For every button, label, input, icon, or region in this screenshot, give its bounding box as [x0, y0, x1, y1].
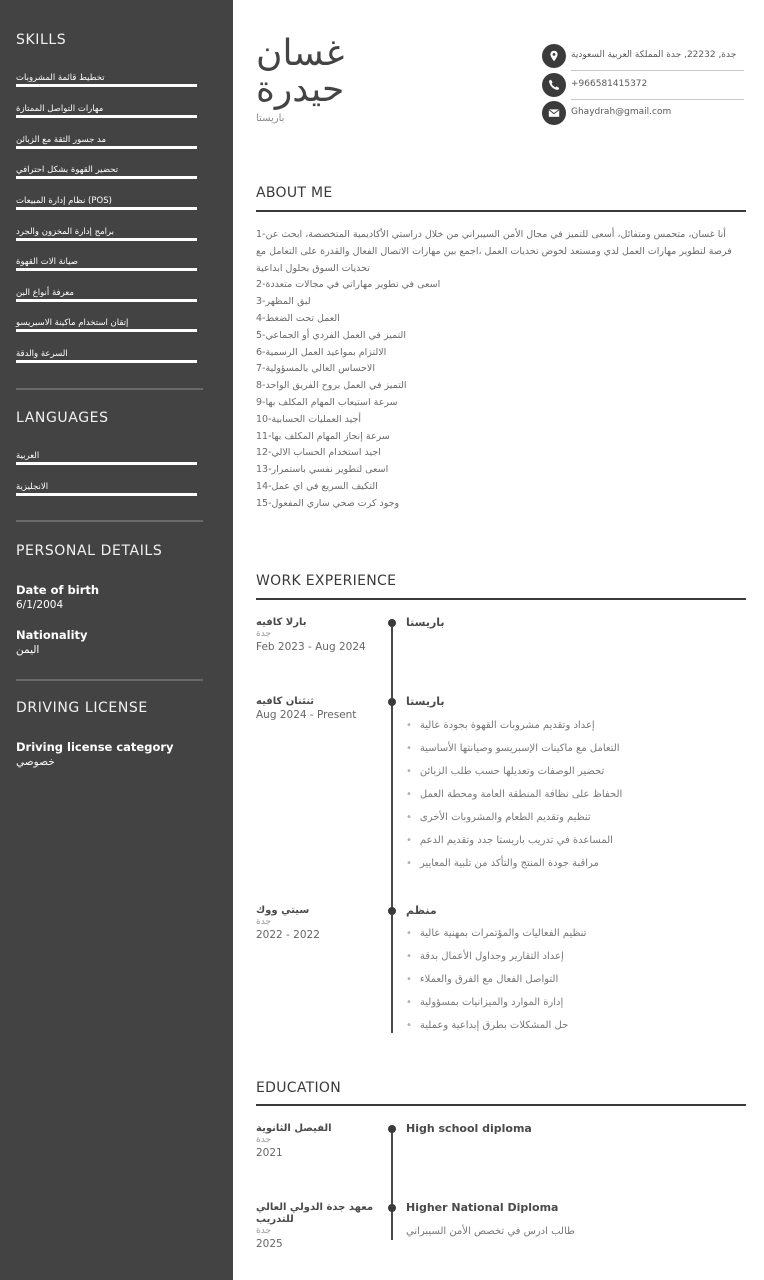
languages-heading: LANGUAGES	[16, 410, 109, 426]
skill-bar	[16, 115, 197, 118]
contact-divider	[571, 70, 744, 71]
job-bullet-text: إعداد التقارير وجداول الأعمال بدقة	[419, 951, 564, 962]
skill-label: مد جسور الثقة مع الزبائن	[16, 135, 107, 145]
skill-item	[16, 73, 197, 84]
skill-label: مهارات التواصل الممتازة	[16, 104, 104, 114]
language-item	[16, 451, 197, 462]
contact-email	[542, 101, 744, 125]
job-location: جدة	[256, 629, 272, 639]
about-point: 6-الالتزام بمواعيد العمل الرسمية	[256, 346, 387, 358]
job-meta	[256, 696, 376, 723]
education-degree: Higher National Diploma	[406, 1201, 559, 1214]
about-point: 13-اسعى لتطوير نفسي باستمرار	[256, 464, 389, 476]
job-bullet: • تنظيم الفعاليات والمؤتمرات بمهنية عالية	[406, 928, 587, 939]
education-school: معهد جدة الدولي العالي للتدريب	[256, 1202, 374, 1225]
job-dates: Aug 2024 - Present	[256, 709, 357, 721]
education-school: الفيصل الثانوية	[256, 1123, 332, 1134]
job-dates: 2022 - 2022	[256, 929, 320, 941]
job-company: ثنثنان كافيه	[256, 696, 315, 707]
about-point: 2-اسعى في تطوير مهاراتي في مجالات متعددة	[256, 279, 441, 291]
education-heading: EDUCATION	[256, 1080, 342, 1096]
timeline-dot	[388, 698, 396, 706]
skill-item	[16, 318, 197, 329]
about-point: 7-الاحساس العالي بالمسؤولية	[256, 363, 375, 375]
job-bullet: • الحفاظ على نظافة المنطقة العامة ومحطة العمل	[406, 789, 623, 800]
driving-label: Driving license category	[16, 740, 174, 754]
timeline-dot	[388, 1125, 396, 1133]
job-meta	[256, 617, 376, 655]
job-bullet-text: تنظيم الفعاليات والمؤتمرات بمهنية عالية	[419, 928, 587, 939]
job-bullet-text: إدارة الموارد والميزانيات بمسؤولية	[419, 997, 564, 1008]
skill-item	[16, 288, 197, 299]
education-description: طالب ادرس في تخصص الأمن السيبراني	[406, 1226, 575, 1237]
contact-address	[542, 44, 744, 68]
phone-icon	[542, 73, 566, 97]
job-bullet-text: الحفاظ على نظافة المنطقة العامة ومحطة العمل	[419, 789, 623, 800]
job-bullet-text: حل المشكلات بطرق إبداعية وعملية	[419, 1020, 569, 1031]
skill-item	[16, 135, 197, 146]
job-bullet-text: مراقبة جودة المنتج والتأكد من تلبية المعايير	[419, 858, 599, 869]
about-point: 12-اجيد استخدام الحساب الالي	[256, 447, 381, 459]
skill-bar	[16, 238, 197, 241]
nationality-label: Nationality	[16, 628, 88, 642]
job-bullet: • حل المشكلات بطرق إبداعية وعملية	[406, 1020, 569, 1031]
skill-bar	[16, 207, 197, 210]
job-role: باريستا	[406, 695, 445, 708]
address-text: جدة, 22232, جدة المملكة العربية السعودية	[571, 50, 737, 60]
location-pin-icon	[542, 44, 566, 68]
skill-item	[16, 104, 197, 115]
skill-bar	[16, 360, 197, 363]
job-role: باريستا	[406, 616, 445, 629]
language-bar	[16, 462, 197, 465]
about-point: 10-أجيد العمليات الحسابية	[256, 413, 362, 425]
job-bullet: • مراقبة جودة المنتج والتأكد من تلبية المعايير	[406, 858, 599, 869]
driving-license-heading: DRIVING LICENSE	[16, 700, 148, 716]
job-meta	[256, 905, 376, 943]
skill-label: معرفة أنواع البن	[16, 288, 74, 298]
email-text[interactable]: Ghaydrah@gmail.com	[571, 107, 672, 117]
education-timeline	[391, 1128, 393, 1240]
language-item	[16, 482, 197, 493]
personal-details-heading: PERSONAL DETAILS	[16, 543, 163, 559]
skill-bar	[16, 176, 197, 179]
work-timeline	[391, 623, 393, 1033]
job-location: جدة	[256, 917, 272, 927]
about-point: 14-التكيف السريع في اي عمل	[256, 480, 378, 492]
section-rule	[256, 1104, 746, 1106]
skill-bar	[16, 268, 197, 271]
first-name: غسان	[256, 33, 345, 74]
timeline-dot	[388, 1204, 396, 1212]
education-year: 2021	[256, 1147, 283, 1159]
skill-label: إتقان استخدام ماكينة الاسبريسو	[16, 318, 129, 328]
language-label: الانجليزية	[16, 482, 49, 492]
about-point: 15-وجود كرت صحي ساري المفعول	[256, 497, 400, 509]
dob-label: Date of birth	[16, 583, 100, 597]
phone-text[interactable]: +966581415372	[571, 79, 648, 89]
language-label: العربية	[16, 451, 40, 461]
language-bar	[16, 493, 197, 496]
job-bullet-text: المساعدة في تدريب باريستا جدد وتقديم الدعم	[419, 835, 613, 846]
education-year: 2025	[256, 1238, 283, 1250]
job-company: سيتي ووك	[256, 905, 310, 916]
job-company: بارلا كافيه	[256, 617, 307, 628]
skill-bar	[16, 84, 197, 87]
job-bullet: • إدارة الموارد والميزانيات بمسؤولية	[406, 997, 564, 1008]
skill-bar	[16, 299, 197, 302]
job-dates: Feb 2023 - Aug 2024	[256, 641, 366, 653]
sidebar-divider	[16, 388, 203, 390]
job-bullet-text: التواصل الفعال مع الفرق والعملاء	[419, 974, 559, 985]
driving-value: خصوصي	[16, 756, 55, 768]
driving-block	[16, 740, 174, 769]
about-point: 9-سرعة استيعاب المهام المكلف بها	[256, 396, 398, 408]
sidebar	[0, 0, 233, 1280]
skill-item	[16, 196, 197, 207]
education-location: جدة	[256, 1135, 272, 1145]
job-bullet-text: تنظيم وتقديم الطعام والمشروبات الأخرى	[419, 812, 591, 823]
about-point: 5-التميز في العمل الفردي أو الجماعي	[256, 329, 406, 341]
skill-label: تخطيط قائمة المشروبات	[16, 73, 105, 83]
education-location: جدة	[256, 1226, 272, 1236]
about-point: 3-لبق المظهر	[256, 296, 311, 308]
skill-label: نظام إدارة المبيعات (POS)	[16, 196, 112, 206]
job-bullet-text: تحضير الوصفات وتعديلها حسب طلب الزبائن	[419, 766, 605, 777]
work-heading: WORK EXPERIENCE	[256, 573, 397, 589]
skill-bar	[16, 329, 197, 332]
section-rule	[256, 598, 746, 600]
job-bullet: • إعداد التقارير وجداول الأعمال بدقة	[406, 951, 564, 962]
contact-phone	[542, 73, 744, 97]
dob-block	[16, 583, 99, 612]
education-meta	[256, 1123, 376, 1161]
sidebar-divider	[16, 679, 203, 681]
about-point: 11-سرعة إنجاز المهام المكلف بها	[256, 430, 390, 442]
about-text	[256, 227, 746, 513]
job-bullet: • تنظيم وتقديم الطعام والمشروبات الأخرى	[406, 812, 591, 823]
timeline-dot	[388, 907, 396, 915]
job-bullet: • تحضير الوصفات وتعديلها حسب طلب الزبائن	[406, 766, 605, 777]
last-name: حيدرة	[256, 69, 345, 110]
education-degree: High school diploma	[406, 1122, 532, 1135]
skill-label: برامج إدارة المخزون والجرد	[16, 227, 115, 237]
section-rule	[256, 210, 746, 212]
job-bullet: • إعداد وتقديم مشروبات القهوة بجودة عالية	[406, 720, 595, 731]
job-role: منظم	[406, 904, 437, 917]
job-title: باريستا	[256, 113, 285, 124]
skills-heading: SKILLS	[16, 32, 67, 48]
contact-divider	[571, 99, 744, 100]
skill-label: صيانة الات القهوة	[16, 257, 78, 267]
education-meta	[256, 1202, 374, 1252]
skill-item	[16, 165, 197, 176]
nationality-block	[16, 628, 88, 657]
nationality-value: اليمن	[16, 644, 40, 656]
dob-value: 6/1/2004	[16, 599, 64, 611]
sidebar-divider	[16, 520, 203, 522]
timeline-dot	[388, 619, 396, 627]
about-point: 4-العمل تحت الضغط	[256, 312, 340, 324]
skill-item	[16, 227, 197, 238]
skill-label: تحضير القهوة بشكل احترافي	[16, 165, 119, 175]
job-bullet-text: التعامل مع ماكينات الإسبريسو وصيانتها الأساسية	[419, 743, 620, 754]
email-icon	[542, 101, 566, 125]
skill-item	[16, 349, 197, 360]
about-point: 8-التميز في العمل بروح الفريق الواحد	[256, 380, 407, 392]
skill-bar	[16, 146, 197, 149]
about-heading: ABOUT ME	[256, 185, 333, 201]
job-bullet-text: إعداد وتقديم مشروبات القهوة بجودة عالية	[419, 720, 595, 731]
job-bullet: • المساعدة في تدريب باريستا جدد وتقديم الدعم	[406, 835, 613, 846]
job-bullet: • التواصل الفعال مع الفرق والعملاء	[406, 974, 559, 985]
job-bullet: • التعامل مع ماكينات الإسبريسو وصيانتها الأساسية	[406, 743, 620, 754]
skill-label: السرعة والدقة	[16, 349, 68, 359]
skill-item	[16, 257, 197, 268]
about-paragraph: 1-أنا غسان، متحمس ومتفائل، أسعى للتميز في مجال الأمن السيبراني من خلال دراستي الأكاديمية المتخصصة، ابحث عن فرصة لتطوير مهارات العمل لدي ومستعد لخوض تحديات العمل ،اجمع بين مهارات الاتصال الفعال والقدرة على التعامل مع تحديات السوق بحلول ابداعية	[256, 229, 732, 274]
